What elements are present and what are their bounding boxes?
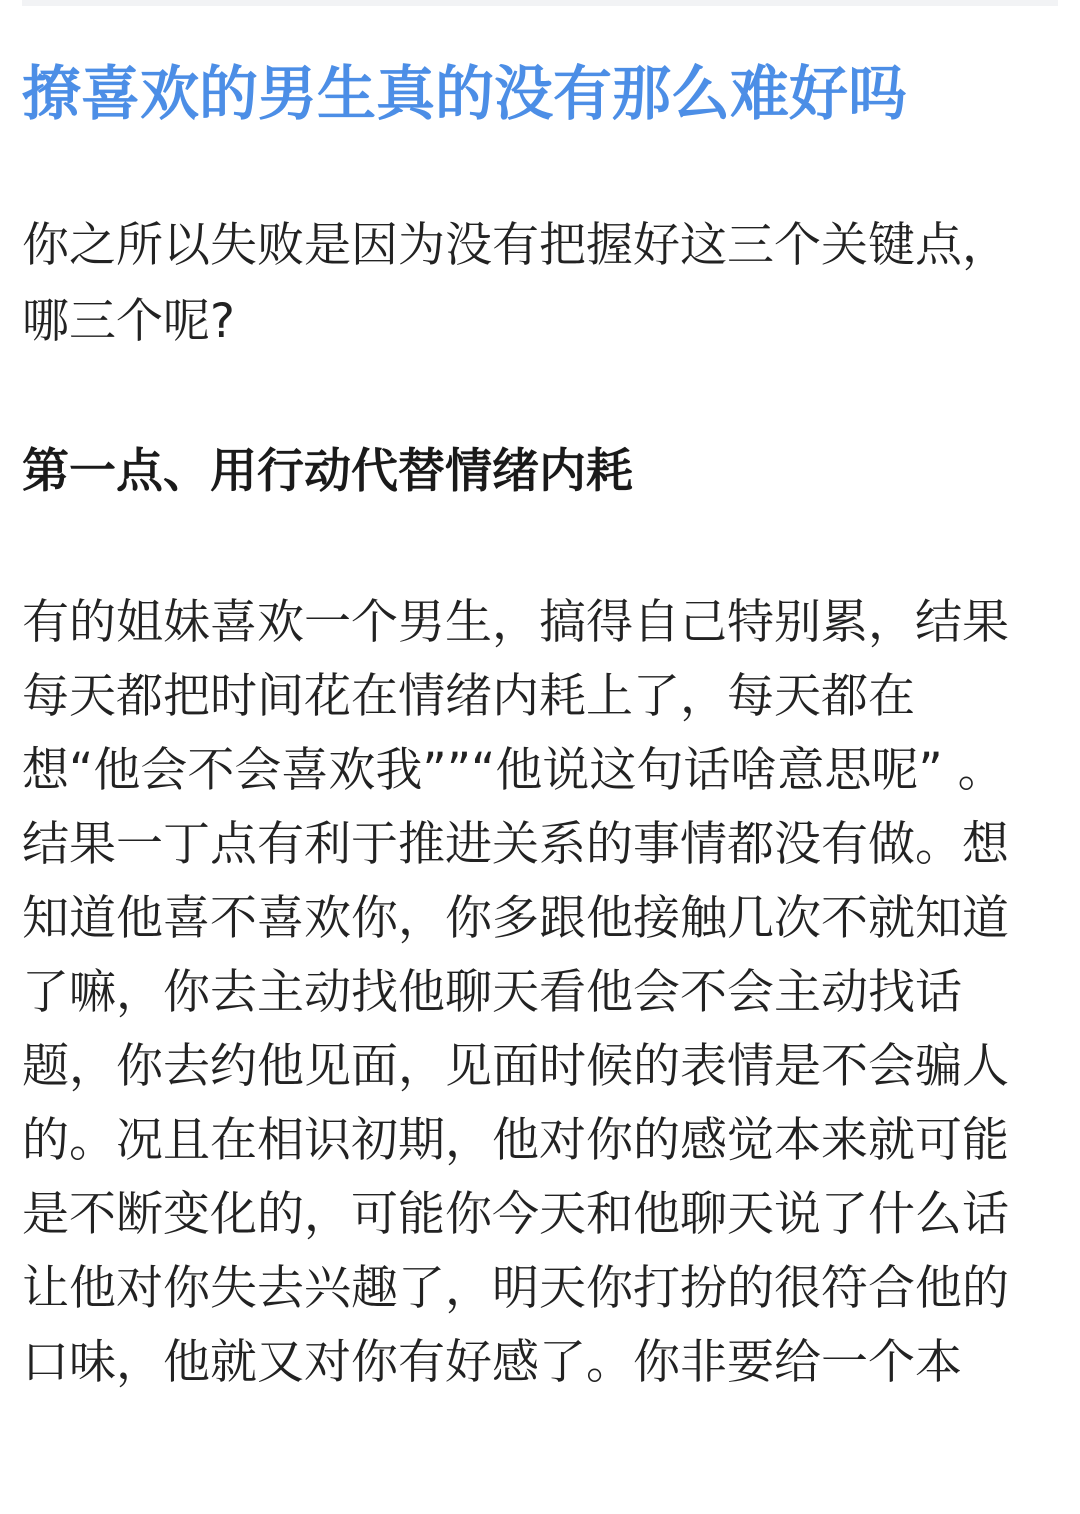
section-heading: 第一点、用行动代替情绪内耗 <box>22 444 633 499</box>
body-paragraph: 有的姐妹喜欢一个男生，搞得自己特别累，结果每天都把时间花在情绪内耗上了，每天都在想“他会不会喜欢我””“他说这句话啥意思呢” 。结果一丁点有利于推进关系的事情都没有做。想知道他喜不喜欢你，你多跟他接触几次不就知道了嘛，你去主动找他聊天看他会不会主动找话题，你去约他见面，见面时候的表情是不会骗人的。况且在相识初期，他对你的感觉本来就可能是不断变化的，可能你今天和他聊天说了什么话让他对你失去兴趣了，明天你打扮的很符合他的口味，他就又对你有好感了。你非要给一个本 <box>22 595 1009 1390</box>
intro-paragraph: 你之所以失败是因为没有把握好这三个关键点，哪三个呢? <box>22 218 1009 349</box>
article-title: 撩喜欢的男生真的没有那么难好吗 <box>22 59 908 128</box>
top-divider <box>22 0 1058 6</box>
